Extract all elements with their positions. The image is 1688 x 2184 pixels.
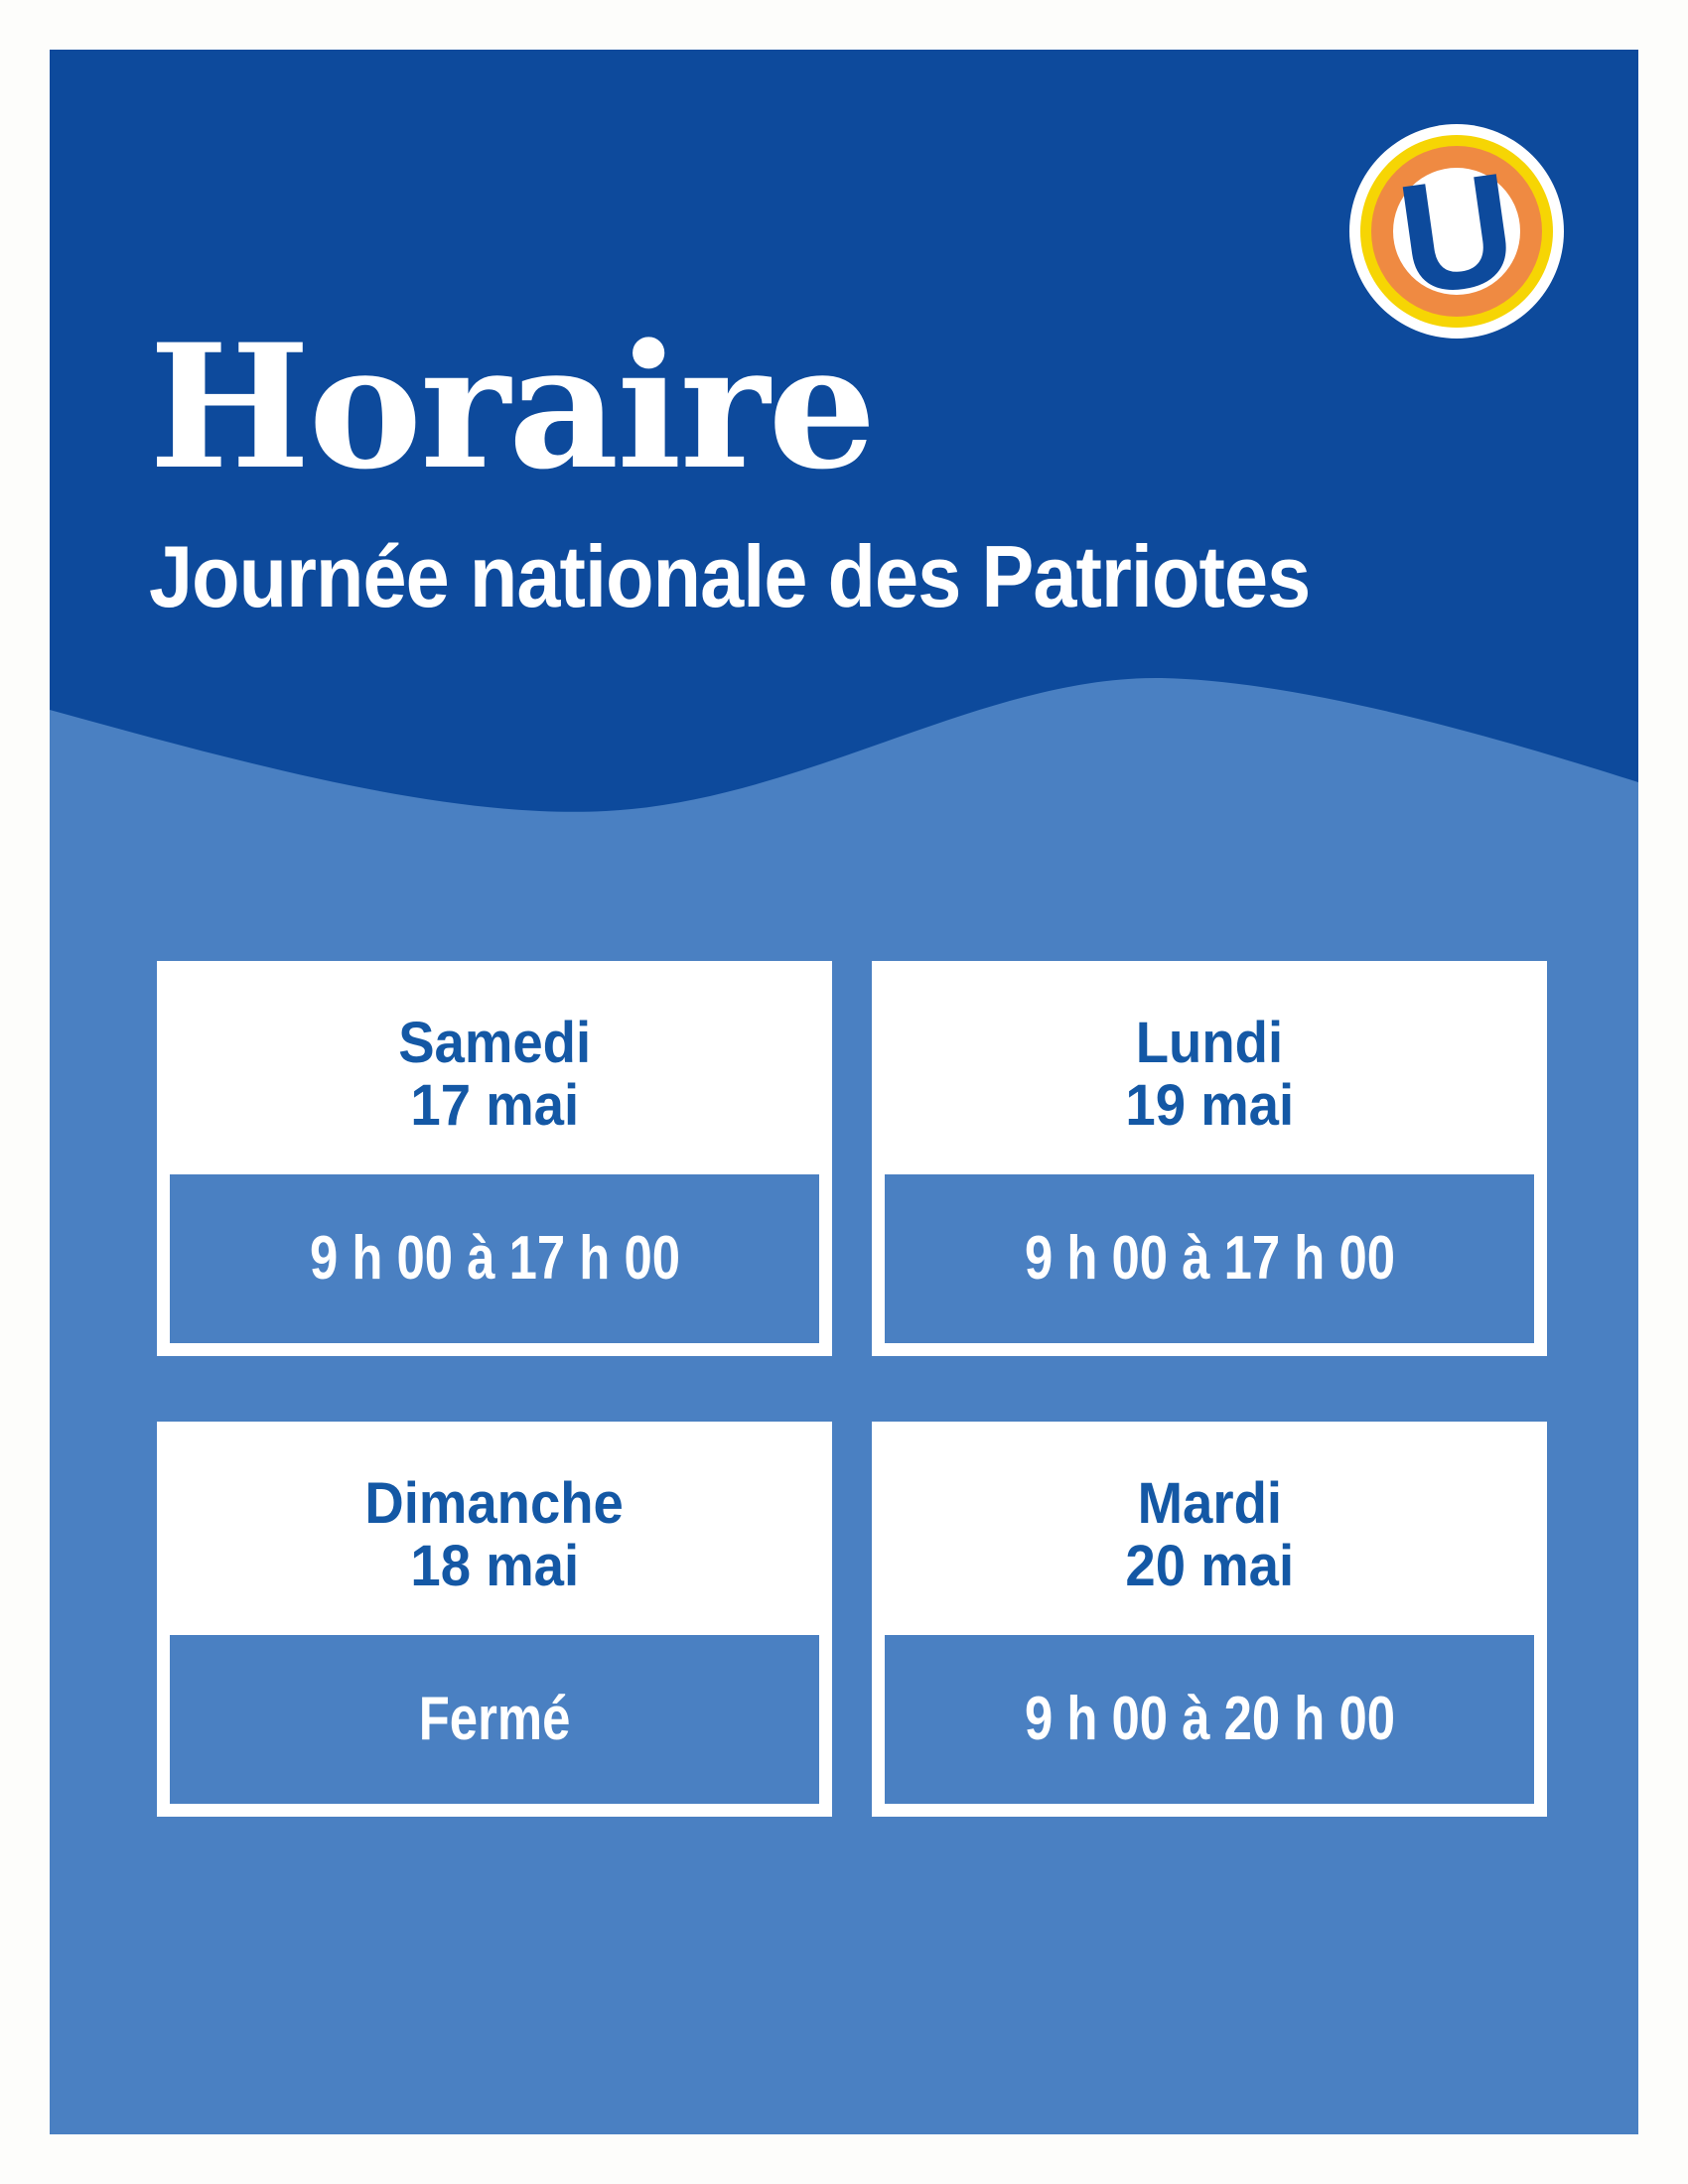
hours-band xyxy=(170,1174,819,1343)
day-date: 20 mai xyxy=(1125,1534,1294,1598)
day-label-area xyxy=(885,974,1534,1174)
logo-letter-u: U xyxy=(1388,139,1526,330)
day-date: 18 mai xyxy=(410,1534,579,1598)
poster-panel xyxy=(50,50,1638,2134)
hours-text: 9 h 00 à 20 h 00 xyxy=(1024,1685,1395,1753)
page-subtitle: Journée nationale des Patriotes xyxy=(149,527,1311,625)
schedule-card-mardi xyxy=(872,1422,1547,1817)
schedule-card-dimanche xyxy=(157,1422,832,1817)
day-name: Mardi xyxy=(1137,1470,1282,1536)
day-name: Dimanche xyxy=(364,1470,625,1536)
day-label-area xyxy=(170,974,819,1174)
day-name: Samedi xyxy=(398,1010,591,1075)
uniprix-u-logo xyxy=(1347,122,1566,341)
hours-text: 9 h 00 à 17 h 00 xyxy=(309,1224,680,1293)
schedule-card-lundi xyxy=(872,961,1547,1356)
page-title: Horaire xyxy=(149,306,875,507)
hours-band xyxy=(885,1174,1534,1343)
schedule-card-samedi xyxy=(157,961,832,1356)
day-date: 17 mai xyxy=(410,1073,579,1138)
day-name: Lundi xyxy=(1135,1010,1284,1075)
day-label-area xyxy=(885,1434,1534,1635)
day-label-area xyxy=(170,1434,819,1635)
hours-text: 9 h 00 à 17 h 00 xyxy=(1024,1224,1395,1293)
hours-band xyxy=(885,1635,1534,1804)
hours-text: Fermé xyxy=(418,1685,571,1753)
hours-band xyxy=(170,1635,819,1804)
day-date: 19 mai xyxy=(1125,1073,1294,1138)
